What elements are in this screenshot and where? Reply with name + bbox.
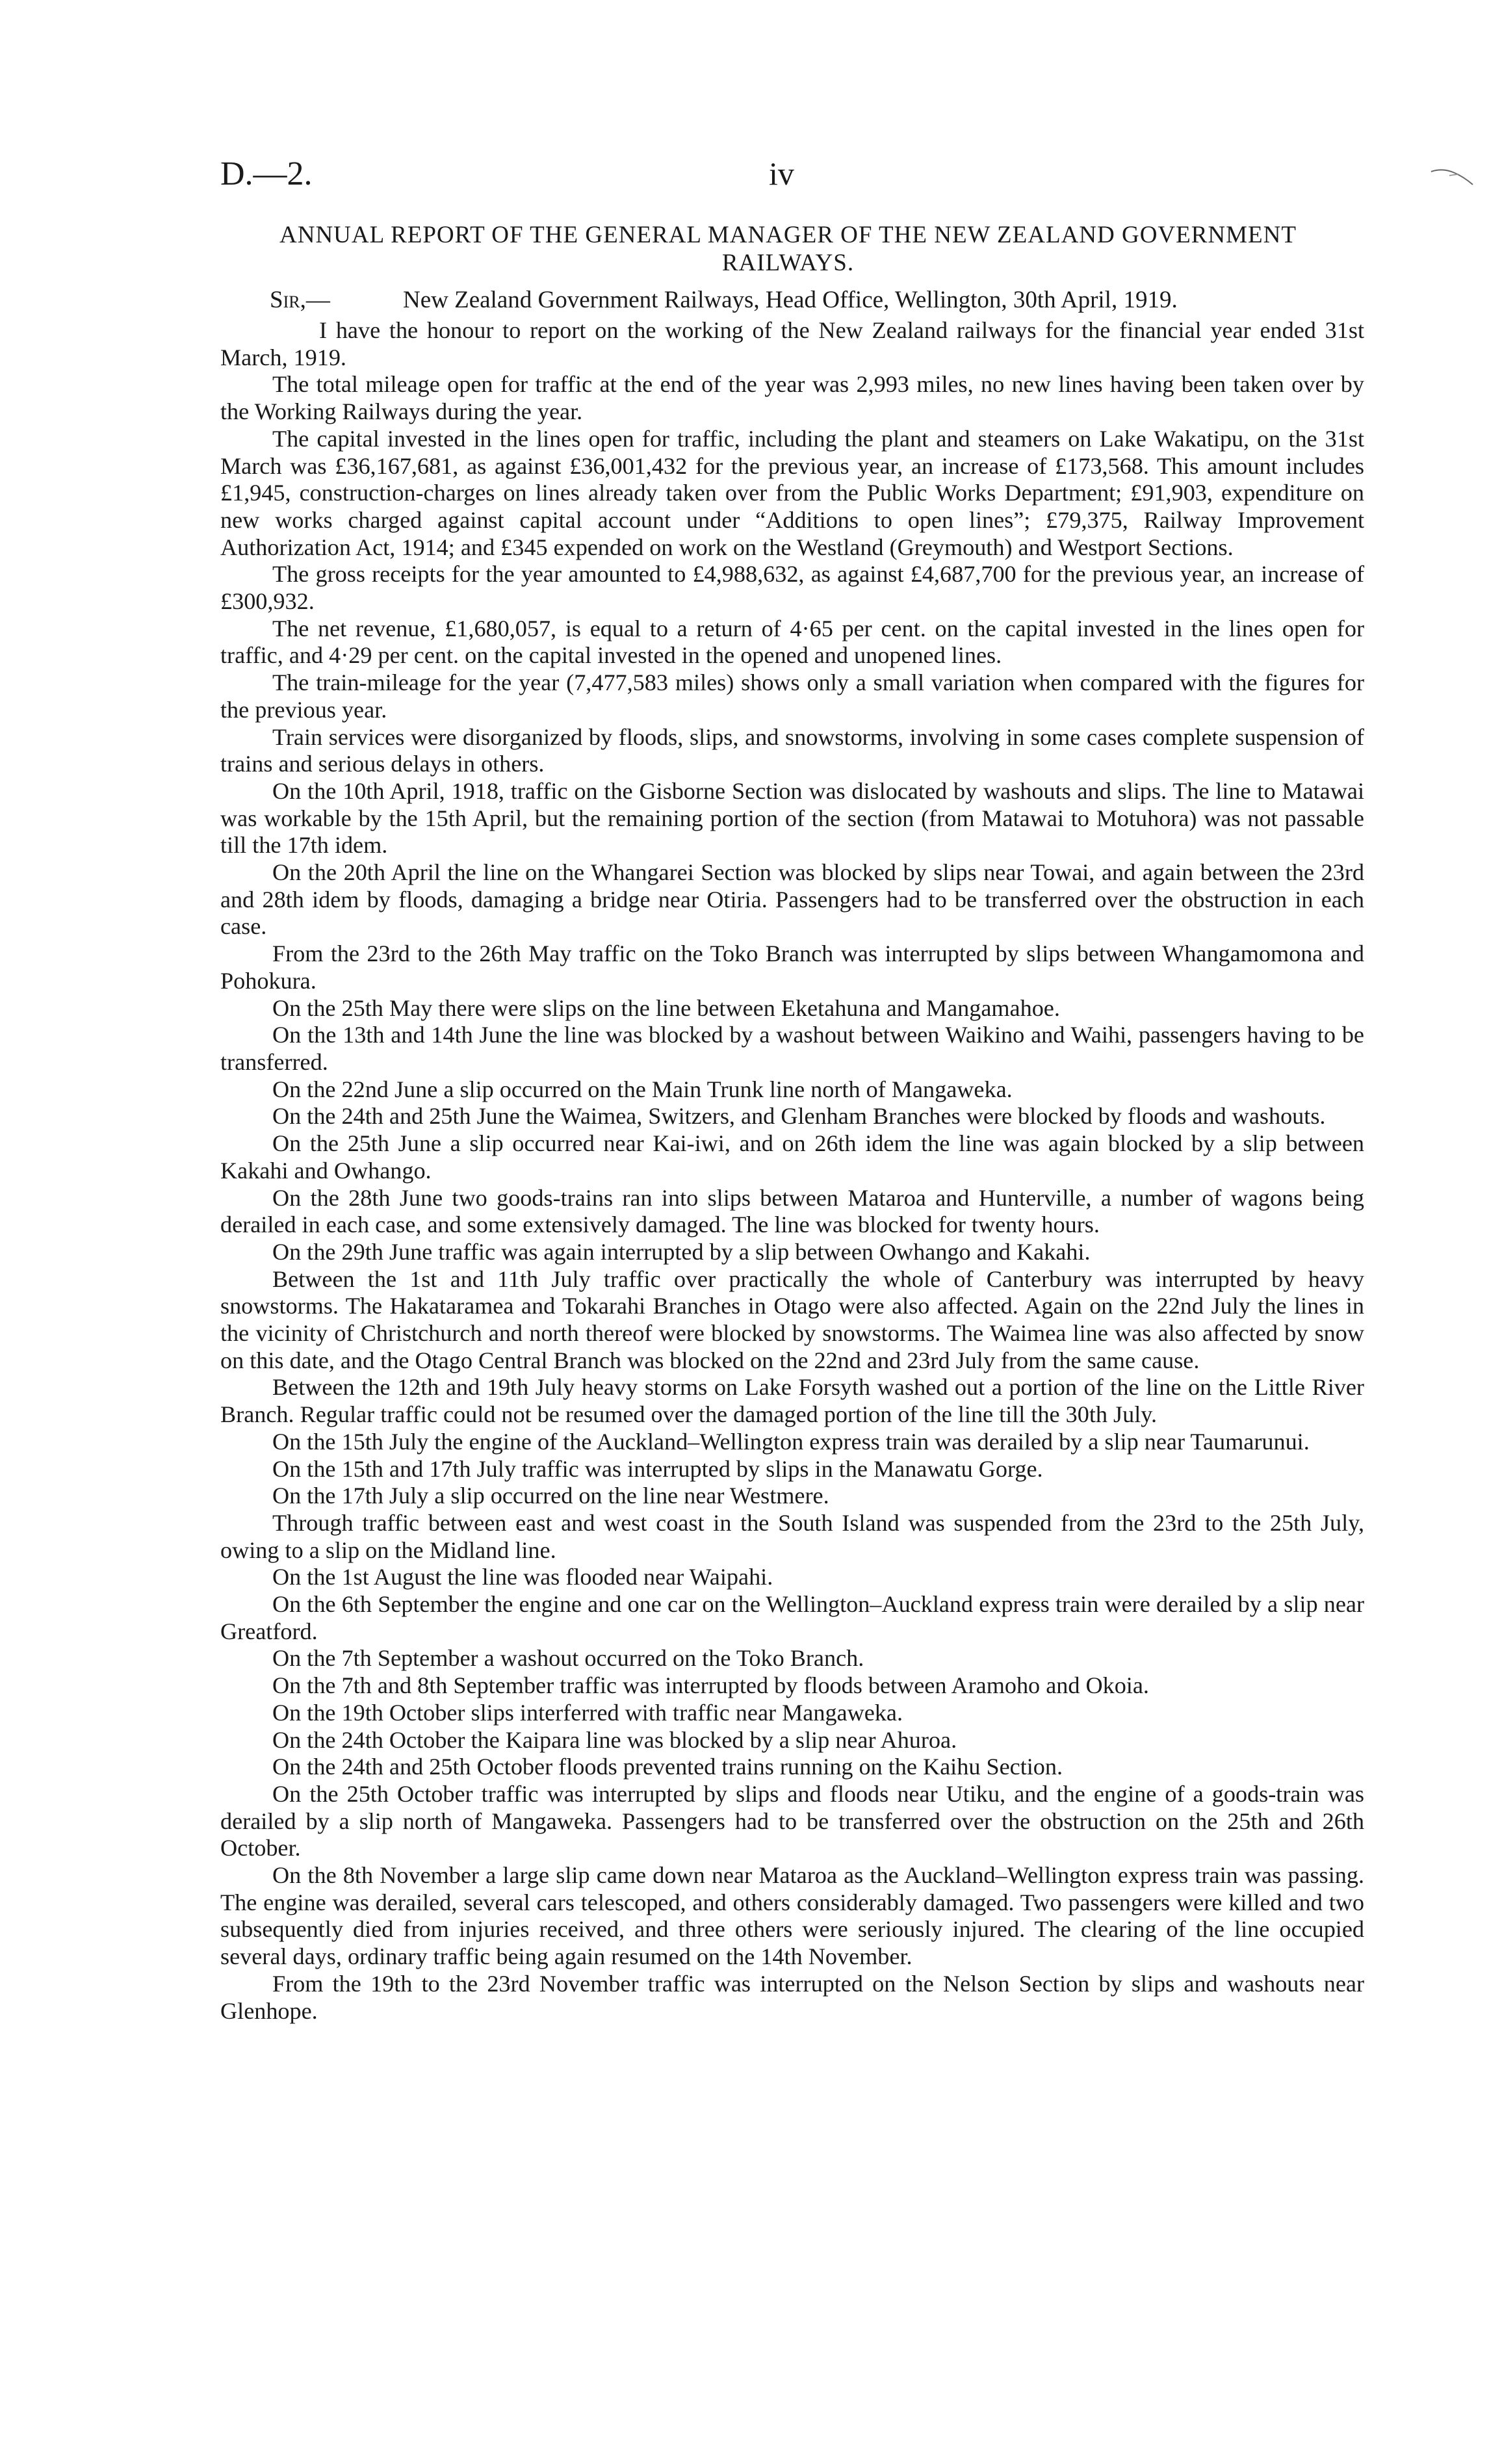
paragraph: On the 15th July the engine of the Auckland–Wellington express train was derailed by a slip near Taumarunui. bbox=[272, 1428, 1310, 1455]
paragraph: On the 8th November a large slip came down near Mataroa as the Auckland–Wellington express train was passing. The engine was derailed, several cars telescoped, and others considerably damaged. Two passengers were killed and two subsequently died from injuries received, and three others were seriously injured. The clearing of the line occupied several days, ordinary traffic being again resumed on the 14th November. bbox=[220, 1862, 1364, 1970]
paragraph: On the 19th October slips interferred with traffic near Mangaweka. bbox=[272, 1699, 903, 1726]
paragraph: Between the 12th and 19th July heavy storms on Lake Forsyth washed out a portion of the line on the Little River Branch. Regular traffic could not be resumed over the damaged portion of the line till the 30th July. bbox=[220, 1374, 1364, 1428]
report-body bbox=[220, 317, 1364, 2025]
page-number: iv bbox=[769, 155, 794, 192]
paragraph: On the 24th October the Kaipara line was blocked by a slip near Ahuroa. bbox=[272, 1726, 957, 1753]
paragraph: On the 17th July a slip occurred on the line near Westmere. bbox=[272, 1483, 829, 1509]
salutation-line bbox=[220, 286, 1364, 318]
scan-mark-icon bbox=[1430, 162, 1475, 188]
paragraph: On the 25th May there were slips on the line between Eketahuna and Mangamahoe. bbox=[272, 994, 1060, 1021]
paragraph: On the 15th and 17th July traffic was interrupted by slips in the Manawatu Gorge. bbox=[272, 1455, 1043, 1482]
document-reference: D.—2. bbox=[220, 155, 313, 192]
paragraph: Through traffic between east and west coast in the South Island was suspended from the 23rd to the 25th July, owing to a slip on the Midland line. bbox=[220, 1509, 1364, 1563]
dateline: New Zealand Government Railways, Head Office, Wellington, 30th April, 1919. bbox=[403, 287, 1178, 313]
paragraph: On the 24th and 25th October floods prevented trains running on the Kaihu Section. bbox=[272, 1754, 1063, 1780]
paragraph: On the 10th April, 1918, traffic on the Gisborne Section was dislocated by washouts and slips. The line to Matawai was workable by the 15th April, but the remaining portion of the section (from Matawai to Motuhora) was not passable till the 17th idem. bbox=[220, 777, 1364, 859]
paragraph: From the 23rd to the 26th May traffic on the Toko Branch was interrupted by slips between Whangamomona and Pohokura. bbox=[220, 940, 1364, 994]
page-header bbox=[220, 148, 1351, 207]
paragraph: On the 29th June traffic was again interrupted by a slip between Owhango and Kakahi. bbox=[272, 1238, 1091, 1265]
paragraph: Between the 1st and 11th July traffic over practically the whole of Canterbury was interrupted by heavy snowstorms. The Hakataramea and Tokarahi Branches in Otago were also affected. Again on the 22nd July the lines in the vicinity of Christchurch and north thereof were blocked by snowstorms. The Waimea line was also affected by snow on this date, and the Otago Central Branch was blocked on the 22nd and 23rd July from the same cause. bbox=[220, 1265, 1364, 1373]
paragraph: On the 7th September a washout occurred on the Toko Branch. bbox=[272, 1645, 864, 1672]
salutation: Sir,— bbox=[270, 287, 330, 313]
paragraph: On the 25th June a slip occurred near Kai-iwi, and on 26th idem the line was again blocked by a slip between Kakahi and Owhango. bbox=[220, 1130, 1364, 1184]
paragraph: On the 13th and 14th June the line was blocked by a washout between Waikino and Waihi, passengers having to be transferred. bbox=[220, 1022, 1364, 1075]
paragraph: The total mileage open for traffic at the end of the year was 2,993 miles, no new lines having been taken over by the Working Railways during the year. bbox=[220, 371, 1364, 425]
paragraph: On the 22nd June a slip occurred on the Main Trunk line north of Mangaweka. bbox=[272, 1076, 1013, 1102]
paragraph: On the 1st August the line was flooded near Waipahi. bbox=[272, 1564, 773, 1590]
paragraph: On the 7th and 8th September traffic was interrupted by floods between Aramoho and Okoia. bbox=[272, 1672, 1149, 1699]
paragraph: On the 28th June two goods-trains ran into slips between Mataroa and Hunterville, a number of wagons being derailed in each case, and some extensively damaged. The line was blocked for twenty hours. bbox=[220, 1184, 1364, 1238]
paragraph: On the 25th October traffic was interrupted by slips and floods near Utiku, and the engine of a goods-train was derailed by a slip north of Mangaweka. Passengers had to be transferred over the obstruction on the 25th and 26th October. bbox=[220, 1780, 1364, 1861]
paragraph: On the 20th April the line on the Whangarei Section was blocked by slips near Towai, and again between the 23rd and 28th idem by floods, damaging a bridge near Otiria. Passengers had to be transferred over the obstruction in each case. bbox=[220, 859, 1364, 940]
paragraph: On the 24th and 25th June the Waimea, Switzers, and Glenham Branches were blocked by floods and washouts. bbox=[272, 1103, 1326, 1130]
paragraph: The capital invested in the lines open for traffic, including the plant and steamers on Lake Wakatipu, on the 31st March was £36,167,681, as against £36,001,432 for the previous year, an increase of £173,568. This amount includes £1,945, construction-charges on lines already taken over from the Public Works Department; £91,903, expenditure on new works charged against capital account under “Additions to open lines”; £79,375, Railway Improvement Authorization Act, 1914; and £345 expended on work on the Westland (Greymouth) and Westport Sections. bbox=[220, 425, 1364, 560]
paragraph: Train services were disorganized by floods, slips, and snowstorms, involving in some cases complete suspension of trains and serious delays in others. bbox=[220, 723, 1364, 777]
report-title: ANNUAL REPORT OF THE GENERAL MANAGER OF THE NEW ZEALAND GOVERNMENT RAILWAYS. bbox=[279, 222, 1297, 276]
paragraph: The gross receipts for the year amounted to £4,988,632, as against £4,687,700 for the previous year, an increase of £300,932. bbox=[220, 561, 1364, 615]
paragraph: I have the honour to report on the working of the New Zealand railways for the financial year ended 31st March, 1919. bbox=[220, 317, 1364, 370]
paragraph: The train-mileage for the year (7,477,583 miles) shows only a small variation when compared with the figures for the previous year. bbox=[220, 669, 1364, 723]
paragraph: The net revenue, £1,680,057, is equal to a return of 4·65 per cent. on the capital invested in the lines open for traffic, and 4·29 per cent. on the capital invested in the opened and unopened lines. bbox=[220, 615, 1364, 669]
paragraph: From the 19th to the 23rd November traffic was interrupted on the Nelson Section by slips and washouts near Glenhope. bbox=[220, 1970, 1364, 2024]
paragraph: On the 6th September the engine and one car on the Wellington–Auckland express train were derailed by a slip near Greatford. bbox=[220, 1591, 1364, 1644]
